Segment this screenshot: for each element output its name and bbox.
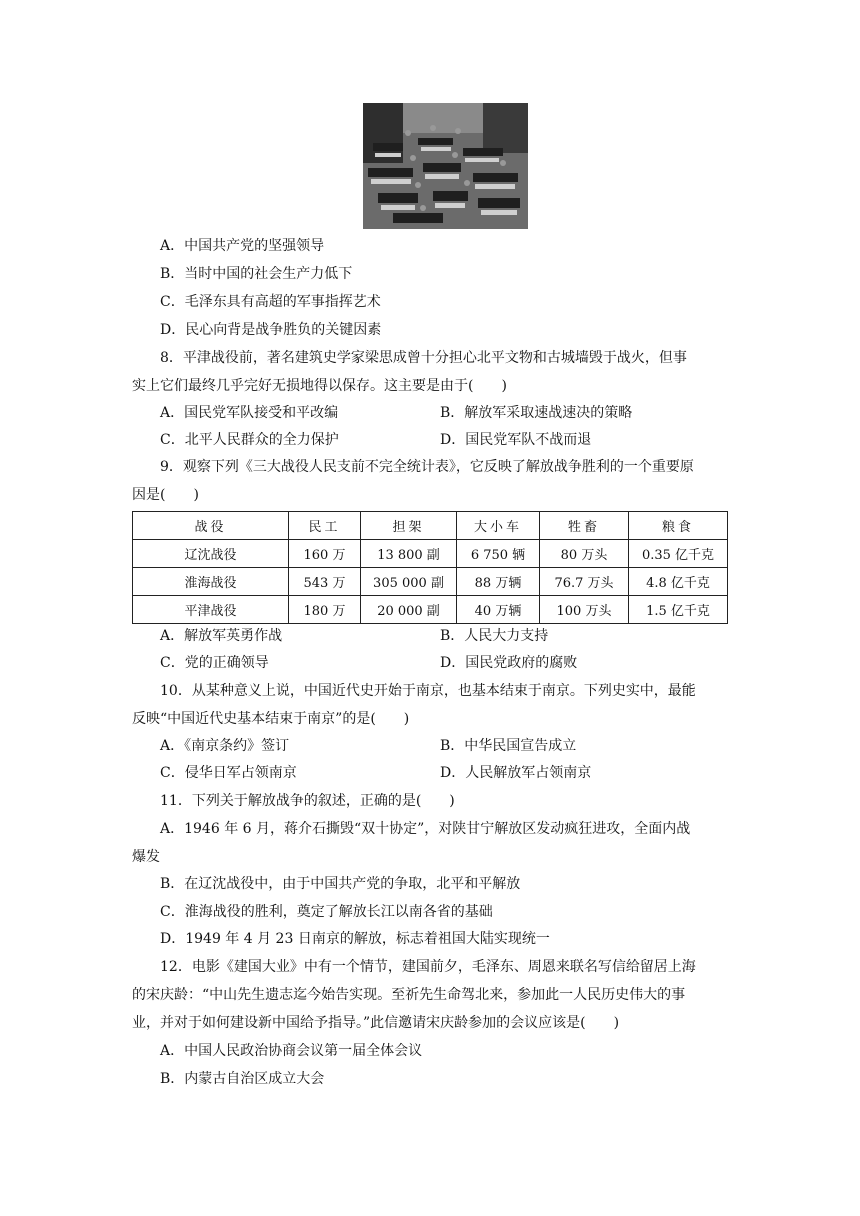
q9-option-b: B．人民大力支持 bbox=[440, 628, 549, 644]
q10-option-d: D．人民解放军占领南京 bbox=[440, 765, 592, 781]
support-statistics-table bbox=[132, 511, 728, 624]
q9-option-d: D．国民党政府的腐败 bbox=[440, 655, 578, 671]
table-cell: 88 万辆 bbox=[457, 568, 540, 596]
table-cell: 76.7 万头 bbox=[540, 568, 629, 596]
q11-stem: 11．下列关于解放战争的叙述，正确的是( ) bbox=[160, 793, 455, 809]
q11-option-b: B．在辽沈战役中，由于中国共产党的争取，北平和平解放 bbox=[160, 876, 521, 892]
q7-option-a: A．中国共产党的坚强领导 bbox=[160, 238, 325, 254]
table-cell: 80 万头 bbox=[540, 540, 629, 568]
table-cell: 1.5 亿千克 bbox=[629, 596, 728, 624]
q12-stem-line1: 12．电影《建国大业》中有一个情节，建国前夕，毛泽东、周恩来联名写信给留居上海 bbox=[160, 959, 696, 975]
table-header: 粮食 bbox=[629, 512, 728, 540]
q8-option-c: C．北平人民群众的全力保护 bbox=[160, 432, 339, 448]
q8-stem-line2: 实上它们最终几乎完好无损地得以保存。这主要是由于( ) bbox=[132, 378, 507, 394]
table-cell: 辽沈战役 bbox=[133, 540, 289, 568]
table-cell: 20 000 副 bbox=[361, 596, 457, 624]
table-cell: 4.8 亿千克 bbox=[629, 568, 728, 596]
q8-option-b: B．解放军采取速战速决的策略 bbox=[440, 405, 633, 421]
table-cell: 淮海战役 bbox=[133, 568, 289, 596]
q10-option-b: B．中华民国宣告成立 bbox=[440, 738, 577, 754]
table-row bbox=[133, 568, 728, 596]
q8-stem-line1: 8．平津战役前，著名建筑史学家梁思成曾十分担心北平文物和古城墙毁于战火，但事 bbox=[160, 350, 687, 366]
historical-photo bbox=[363, 103, 528, 229]
q12-option-b: B．内蒙古自治区成立大会 bbox=[160, 1071, 325, 1087]
table-header: 大小车 bbox=[457, 512, 540, 540]
table-row bbox=[133, 540, 728, 568]
q7-option-d: D．民心向背是战争胜负的关键因素 bbox=[160, 322, 382, 338]
q9-stem-line1: 9．观察下列《三大战役人民支前不完全统计表》，它反映了解放战争胜利的一个重要原 bbox=[160, 459, 694, 475]
q9-option-c: C．党的正确领导 bbox=[160, 655, 269, 671]
table-cell: 13 800 副 bbox=[361, 540, 457, 568]
table-cell: 543 万 bbox=[289, 568, 361, 596]
table-header: 牲畜 bbox=[540, 512, 629, 540]
q11-option-a-line1: A．1946 年 6 月，蒋介石撕毁“双十协定”，对陕甘宁解放区发动疯狂进攻，全面内战 bbox=[160, 821, 691, 837]
q9-option-a: A．解放军英勇作战 bbox=[160, 628, 283, 644]
table-cell: 160 万 bbox=[289, 540, 361, 568]
q10-option-a: A．《南京条约》签订 bbox=[160, 738, 290, 754]
q7-option-c: C．毛泽东具有高超的军事指挥艺术 bbox=[160, 294, 381, 310]
table-cell: 40 万辆 bbox=[457, 596, 540, 624]
q12-stem-line2: 的宋庆龄：“中山先生遗志迄今始告实现。至祈先生命驾北来，参加此一人民历史伟大的事 bbox=[132, 987, 686, 1003]
q11-option-c: C．淮海战役的胜利，奠定了解放长江以南各省的基础 bbox=[160, 904, 493, 920]
q10-stem-line1: 10．从某种意义上说，中国近代史开始于南京，也基本结束于南京。下列史实中，最能 bbox=[160, 683, 696, 699]
q12-option-a: A．中国人民政治协商会议第一届全体会议 bbox=[160, 1043, 423, 1059]
q8-option-d: D．国民党军队不战而退 bbox=[440, 432, 592, 448]
q10-stem-line2: 反映“中国近代史基本结束于南京”的是( ) bbox=[132, 711, 410, 727]
table-header: 民工 bbox=[289, 512, 361, 540]
table-cell: 6 750 辆 bbox=[457, 540, 540, 568]
q10-option-c: C．侵华日军占领南京 bbox=[160, 765, 297, 781]
table-cell: 305 000 副 bbox=[361, 568, 457, 596]
table-header: 战役 bbox=[133, 512, 289, 540]
q11-option-d: D．1949 年 4 月 23 日南京的解放，标志着祖国大陆实现统一 bbox=[160, 931, 550, 947]
table-cell: 100 万头 bbox=[540, 596, 629, 624]
q7-option-b: B．当时中国的社会生产力低下 bbox=[160, 266, 353, 282]
q11-option-a-line2: 爆发 bbox=[132, 849, 160, 865]
table-row bbox=[133, 596, 728, 624]
table-cell: 180 万 bbox=[289, 596, 361, 624]
q9-stem-line2: 因是( ) bbox=[132, 487, 199, 503]
table-cell: 平津战役 bbox=[133, 596, 289, 624]
crowd-photo-icon bbox=[363, 103, 528, 229]
table-header: 担架 bbox=[361, 512, 457, 540]
q8-option-a: A．国民党军队接受和平改编 bbox=[160, 405, 339, 421]
table-header-row bbox=[133, 512, 728, 540]
q12-stem-line3: 业，并对于如何建设新中国给予指导。”此信邀请宋庆龄参加的会议应该是( ) bbox=[132, 1015, 620, 1031]
table-cell: 0.35 亿千克 bbox=[629, 540, 728, 568]
